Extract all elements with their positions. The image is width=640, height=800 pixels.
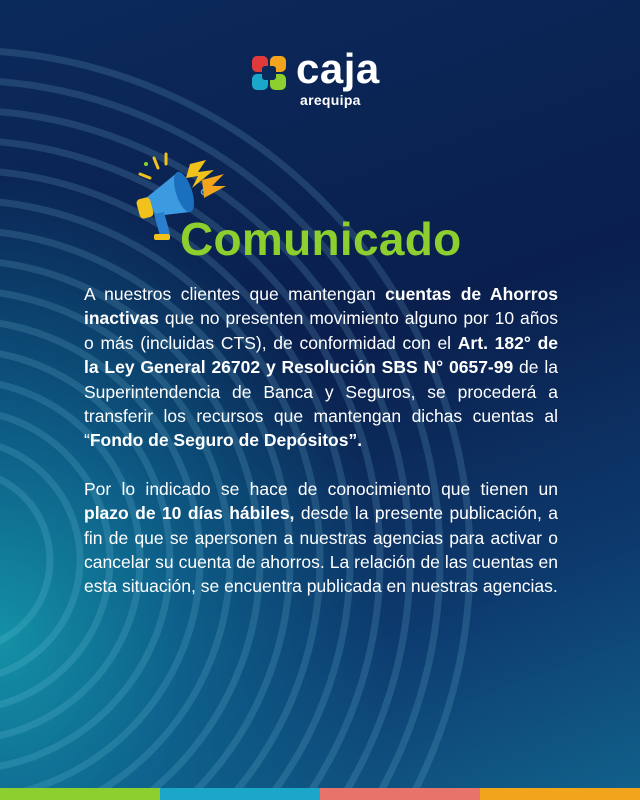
caja-arequipa-logo-icon bbox=[250, 54, 288, 92]
color-bar-segment bbox=[0, 788, 160, 800]
color-bar-segment bbox=[320, 788, 480, 800]
paragraph-1: A nuestros clientes que mantengan cuentas de Ahorros inactivas que no presenten movimiento alguno por 10 años o más (incluidas CTS), de conformidad con el Art. 182° de la Ley General 26702 y Resolución SBS N° 0657-99 de la Superintendencia de Banca y Seguros, se procederá a transferir los recursos que mantengan dichas cuentas al “Fondo de Seguro de Depósitos”. bbox=[84, 284, 558, 451]
announcement-body bbox=[84, 282, 558, 623]
color-bar bbox=[0, 788, 640, 800]
caja-arequipa-logo bbox=[250, 45, 400, 114]
color-bar-segment bbox=[160, 788, 320, 800]
page-title: Comunicado bbox=[180, 213, 462, 265]
paragraph-2: Por lo indicado se hace de conocimiento que tienen un plazo de 10 días hábiles, desde la presente publicación, a fin de que se apersonen a nuestras agencias para activar o cancelar su cuenta de ahorros. La relación de las cuentas en esta situación, se encuentra publicada en nuestras agencias. bbox=[84, 478, 558, 597]
brand-name: caja bbox=[296, 45, 380, 92]
brand-subtitle: arequipa bbox=[300, 92, 361, 108]
color-bar-segment bbox=[480, 788, 640, 800]
